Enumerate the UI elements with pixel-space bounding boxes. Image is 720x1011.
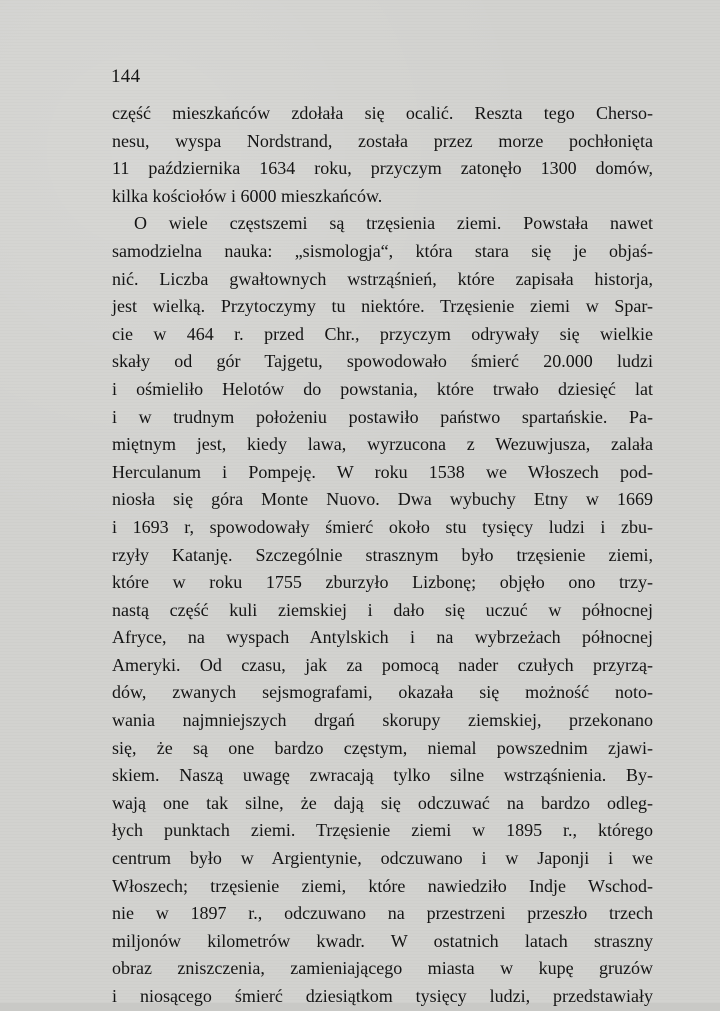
text-line: wania najmniejszych drgań skorupy ziemskiej, przekonano [112,710,653,731]
text-line: obraz zniszczenia, zamieniającego miasta w kupę gruzów [112,958,653,979]
text-line: skiem. Naszą uwagę zwracają tylko silne wstrząśnienia. By- [112,765,653,786]
text-line: i w trudnym położeniu postawiło państwo spartańskie. Pa- [112,406,653,427]
text-line: które w roku 1755 zburzyło Lizbonę; objęło ono trzy- [112,572,653,593]
text-line: Włoszech; trzęsienie ziemi, które nawiedziło Indje Wschod- [112,875,653,896]
text-line: nie w 1897 r., odczuwano na przestrzeni przeszło trzech [112,903,653,924]
text-line: niosła się góra Monte Nuovo. Dwa wybuchy Etny w 1669 [112,489,653,510]
text-line: wają one tak silne, że dają się odczuwać na bardzo odleg- [112,792,653,813]
text-line: skały od gór Tajgetu, spowodowało śmierć 20.000 ludzi [112,351,653,372]
text-line: i 1693 r, spowodowały śmierć około stu tysięcy ludzi i zbu- [112,516,653,537]
body-text [112,100,653,1011]
page-number: 144 [111,66,141,87]
text-line: cie w 464 r. przed Chr., przyczym odrywały się wielkie [112,323,653,344]
text-line: Ameryki. Od czasu, jak za pomocą nader czułych przyrzą- [112,654,653,675]
text-line: Herculanum i Pompeję. W roku 1538 we Włoszech pod- [112,461,653,482]
text-line: O wiele częstszemi są trzęsienia ziemi. Powstała nawet [134,213,653,234]
text-line: miljonów kilometrów kwadr. W ostatnich latach straszny [112,930,653,951]
text-line: i ośmieliło Helotów do powstania, które trwało dziesięć lat [112,378,653,399]
text-line: się, że są one bardzo częstym, niemal powszednim zjawi- [112,737,653,758]
text-line: Afryce, na wyspach Antylskich i na wybrzeżach północnej [112,627,653,648]
text-line: samodzielna nauka: „sismologja“, która stara się je objaś- [112,240,653,261]
text-line: rzyły Katanję. Szczególnie strasznym było trzęsienie ziemi, [112,544,653,565]
text-line: 11 października 1634 roku, przyczym zatonęło 1300 domów, [112,158,653,179]
text-line: nesu, wyspa Nordstrand, została przez morze pochłonięta [112,130,653,151]
text-line: nić. Liczba gwałtownych wstrząśnień, które zapisała historja, [112,268,653,289]
text-line: miętnym jest, kiedy lawa, wyrzucona z Wezuwjusza, zalała [112,434,653,455]
text-line: część mieszkańców zdołała się ocalić. Reszta tego Cherso- [112,103,653,123]
text-line: jest wielką. Przytoczymy tu niektóre. Trzęsienie ziemi w Spar- [112,296,653,317]
text-line: kilka kościołów i 6000 mieszkańców. [112,185,383,206]
text-line: i niosącego śmierć dziesiątkom tysięcy ludzi, przedstawiały [112,986,653,1006]
text-line: nastą część kuli ziemskiej i dało się uczuć w północnej [112,599,653,620]
text-line: centrum było w Argientynie, odczuwano i w Japonji i we [112,848,653,869]
text-line: dów, zwanych sejsmografami, okazała się możność noto- [112,682,653,703]
text-line: łych punktach ziemi. Trzęsienie ziemi w 1895 r., którego [112,820,653,841]
